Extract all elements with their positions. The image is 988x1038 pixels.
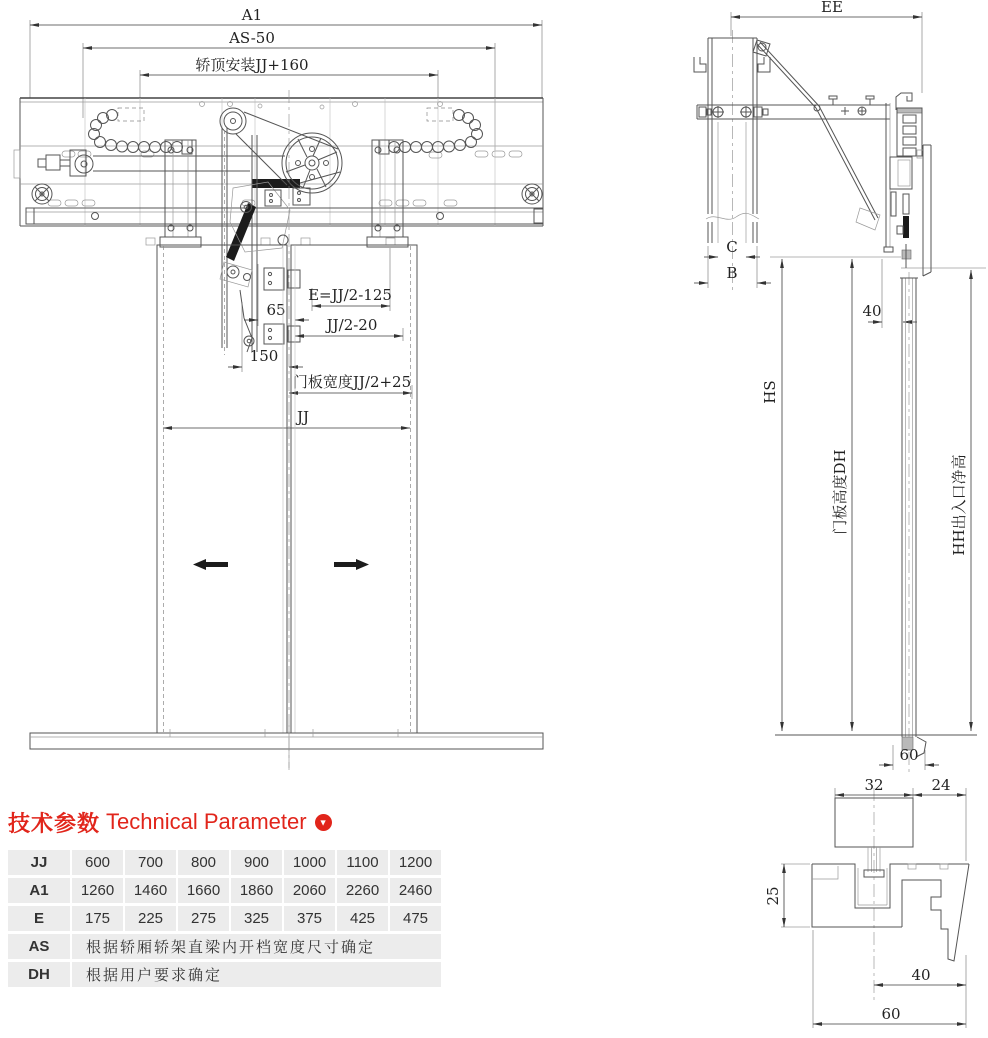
section-title-zh: 技术参数 <box>8 810 101 836</box>
dim-32: 32 <box>864 776 884 794</box>
dim-60-detail: 60 <box>881 1005 901 1023</box>
dim-clear-height: HH出入口净高 <box>950 454 968 556</box>
drag-chain-right <box>379 108 483 154</box>
dim-40-side: 40 <box>862 302 882 320</box>
corner-roller-right <box>522 184 542 204</box>
table-row: A1 1260 1460 1660 1860 2060 2260 2460 <box>8 878 455 903</box>
row-label: JJ <box>8 850 70 875</box>
side-vertical-dimensions <box>761 257 986 731</box>
technical-parameter-section <box>8 808 468 987</box>
dim-jj2-20: JJ/2-20 <box>326 316 378 334</box>
dim-b: B <box>726 264 738 282</box>
diagonal-brace <box>757 42 880 230</box>
door-open-arrow-right <box>334 559 369 570</box>
dim-door-width: 门板宽度JJ/2+25 <box>292 373 412 391</box>
bracket-left <box>694 57 706 72</box>
front-view-drawing <box>14 6 543 770</box>
detail-side-bottom-dimensions <box>764 864 966 1028</box>
section-title-en: Technical Parameter <box>106 809 307 834</box>
belt-drive <box>38 108 342 193</box>
section-title <box>8 808 468 836</box>
door-open-arrow-left <box>193 559 228 570</box>
screw-icon <box>829 96 874 105</box>
dim-hs: HS <box>761 380 779 404</box>
bolt-icon <box>740 106 752 118</box>
idler-pulley <box>220 108 246 134</box>
side-sill <box>775 735 977 770</box>
dim-65: 65 <box>266 301 286 319</box>
belt-lower <box>236 134 287 185</box>
dim-60-side: 60 <box>899 746 919 764</box>
sill-section-detail <box>764 776 969 1028</box>
sill-profile <box>812 864 969 961</box>
side-view-drawing <box>694 0 986 772</box>
dim-jj: JJ <box>296 408 310 426</box>
corner-roller-left <box>32 184 52 204</box>
door-hanger-right <box>367 140 408 247</box>
dim-e: E=JJ/2-125 <box>308 286 392 304</box>
belt-upper <box>244 112 338 149</box>
detail-top-dimensions <box>835 776 966 861</box>
dim-ee: EE <box>821 0 843 16</box>
row-label: E <box>8 906 70 931</box>
row-label: A1 <box>8 878 70 903</box>
table-row: E 175 225 275 325 375 425 475 <box>8 906 455 931</box>
dim-24: 24 <box>931 776 951 794</box>
dim-40-detail: 40 <box>911 966 931 984</box>
brace-lug <box>753 40 770 56</box>
dim-a1: A1 <box>241 6 263 24</box>
dim-cartop-install: 轿顶安装JJ+160 <box>195 56 309 74</box>
side-door-panel <box>900 272 918 772</box>
table-row: AS 根据轿厢轿架直梁内开档宽度尺寸确定 <box>8 934 455 959</box>
dim-as50: AS-50 <box>229 29 275 47</box>
section-marker-icon: ▼ <box>315 814 332 831</box>
door-rail <box>26 208 543 224</box>
dim-door-height: 门板高度DH <box>831 449 849 535</box>
row-label: AS <box>8 934 70 959</box>
table-row: JJ 600 700 800 900 1000 1100 1200 <box>8 850 455 875</box>
dim-c: C <box>726 238 738 256</box>
car-upright-column <box>694 30 771 292</box>
table-row: DH 根据用户要求确定 <box>8 962 455 987</box>
bolt-icon <box>712 106 724 118</box>
side-header-bar <box>697 96 890 119</box>
dim-150: 150 <box>249 347 279 365</box>
row-label: DH <box>8 962 70 987</box>
parameter-table <box>8 850 455 987</box>
side-hanger-assembly <box>884 93 931 276</box>
dim-25: 25 <box>764 886 782 906</box>
bracket-right <box>758 57 770 72</box>
